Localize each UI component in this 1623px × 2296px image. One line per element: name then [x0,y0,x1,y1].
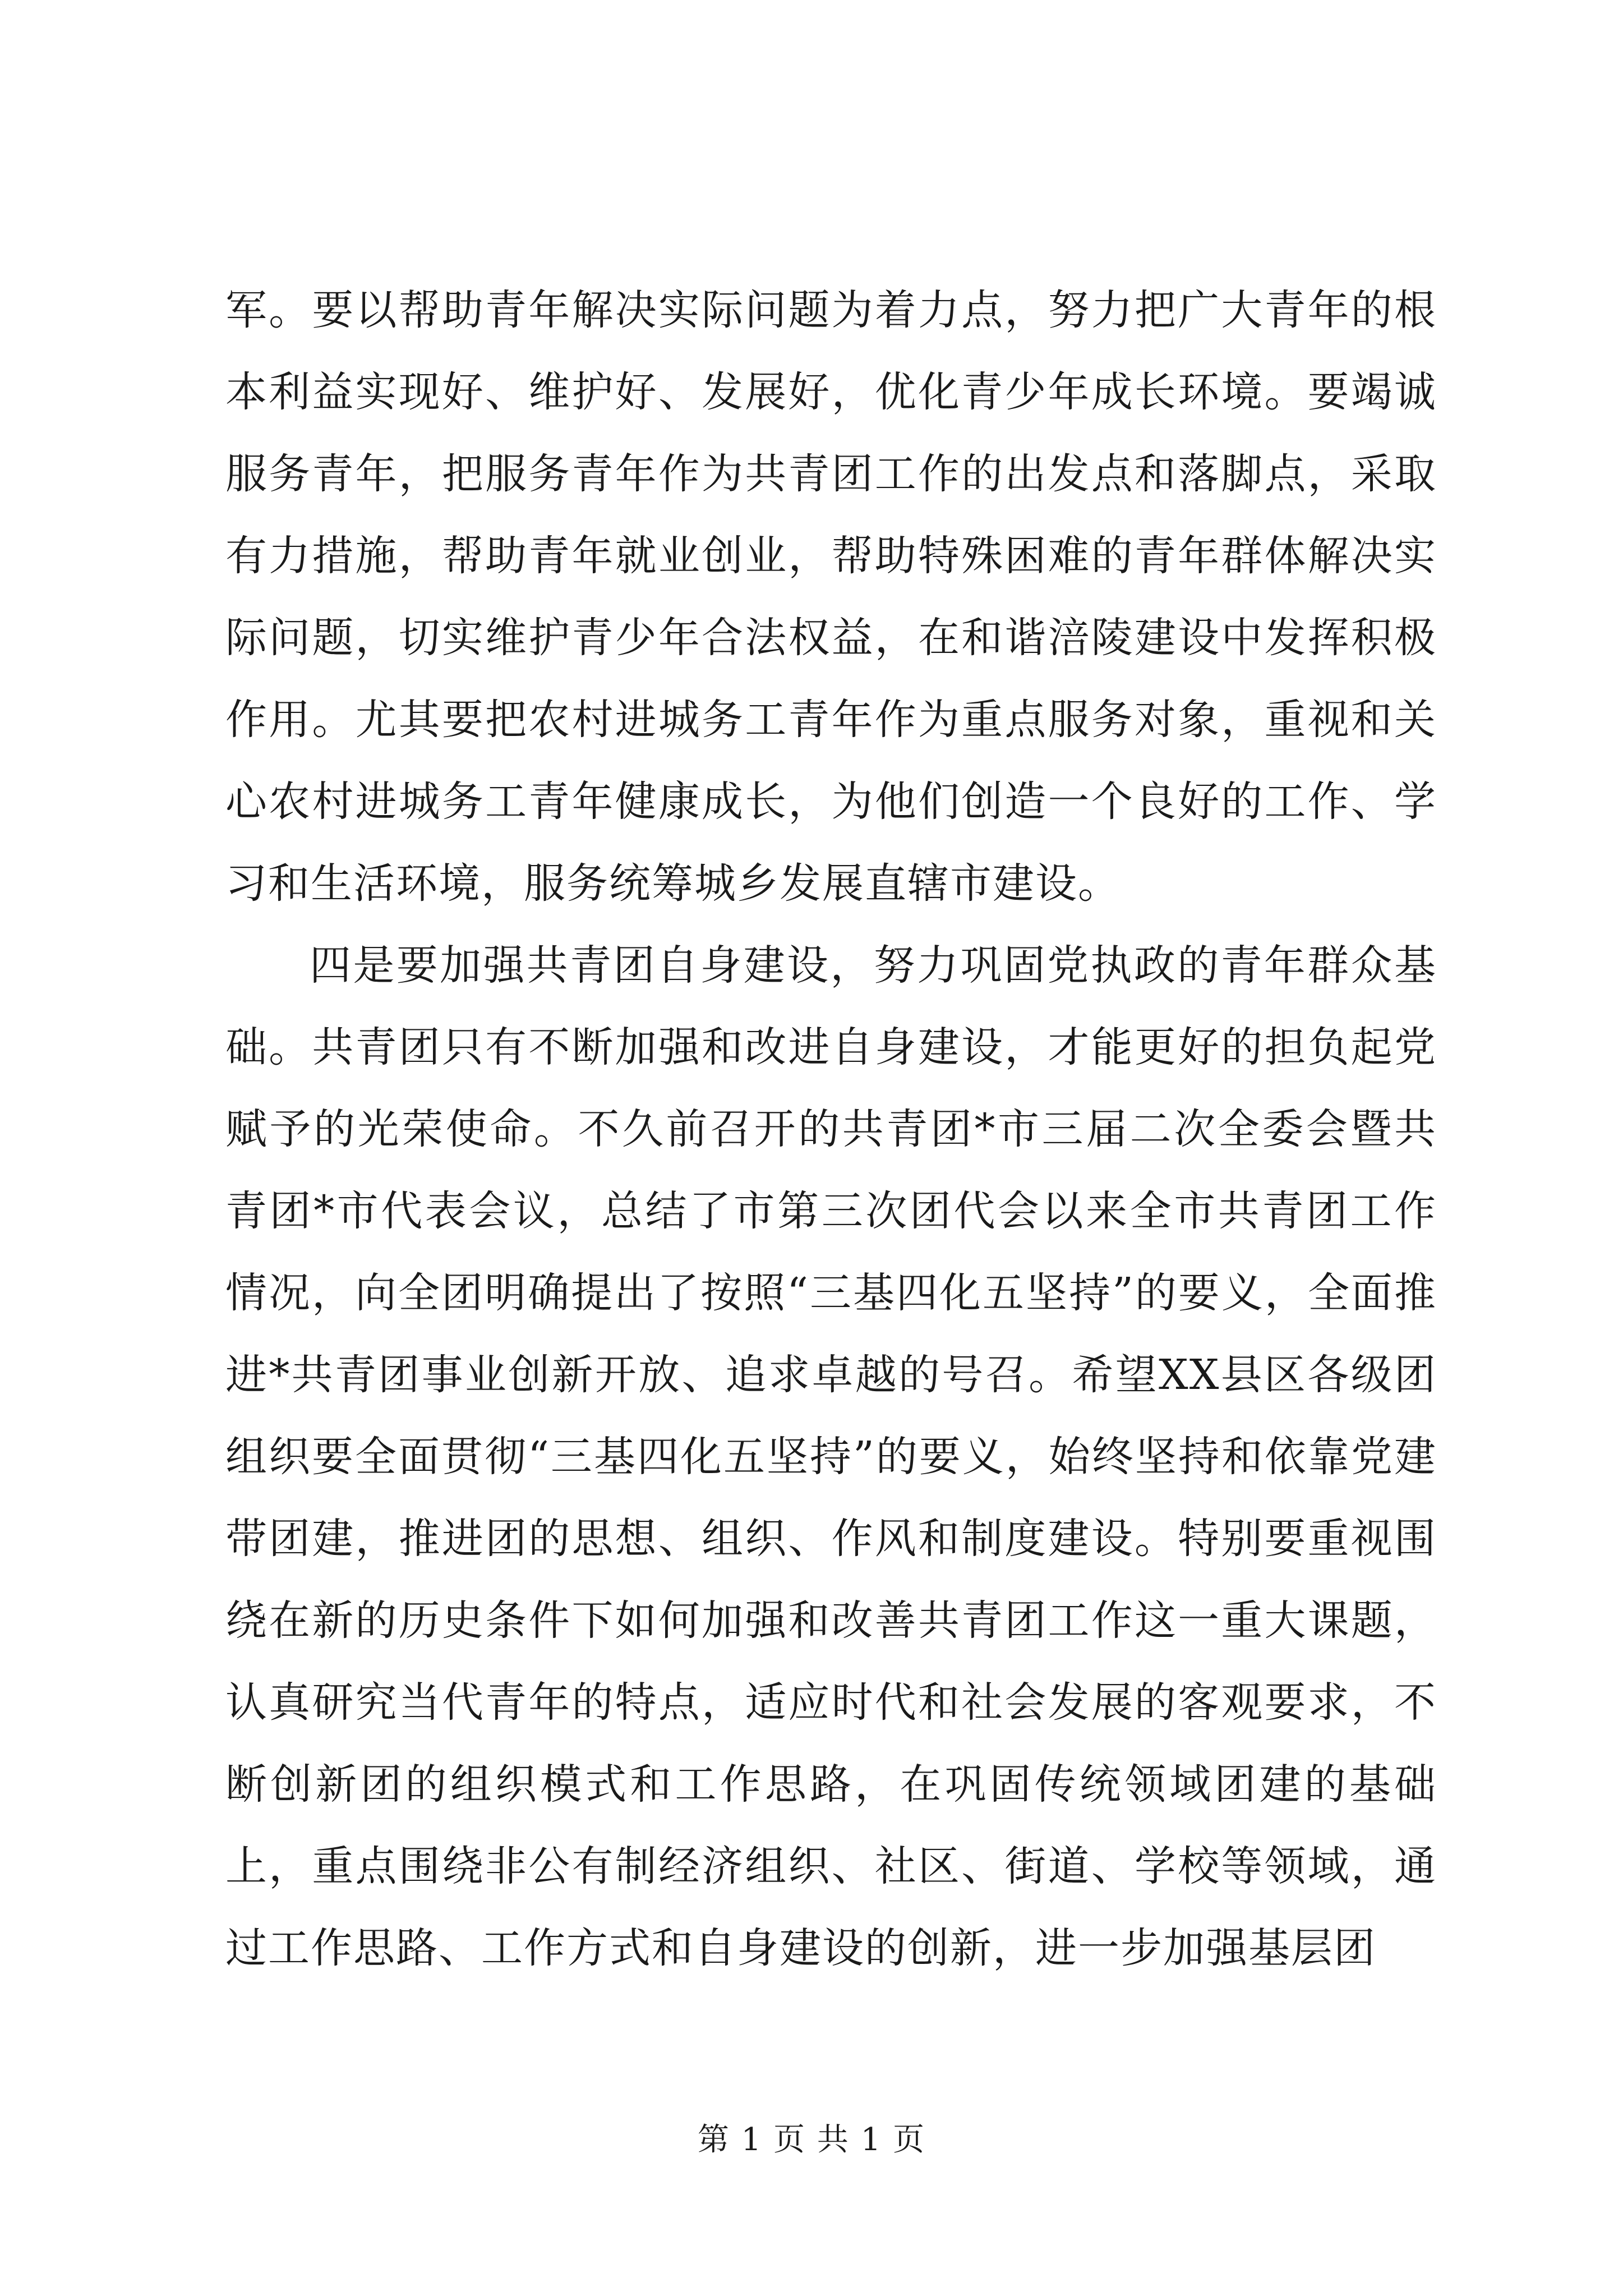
page-footer: 第 1 页 共 1 页 [697,2122,926,2158]
document-body [225,269,1437,1989]
paragraph-continuation: 军。要以帮助青年解决实际问题为着力点，努力把广大青年的根本利益实现好、维护好、发展好，优化青少年成长环境。要竭诚服务青年，把服务青年作为共青团工作的出发点和落脚点，采取有力措施，帮助青年就业创业，帮助特殊困难的青年群体解决实际问题，切实维护青少年合法权益，在和谐涪陵建设中发挥积极作用。尤其要把农村进城务工青年作为重点服务对象，重视和关心农村进城务工青年健康成长，为他们创造一个良好的工作、学习和生活环境，服务统筹城乡发展直辖市建设。 [225,286,1437,908]
paragraph-point-four: 四是要加强共青团自身建设，努力巩固党执政的青年群众基础。共青团只有不断加强和改进自身建设，才能更好的担负起党赋予的光荣使命。不久前召开的共青团*市三届二次全委会暨共青团*市代表会议，总结了市第三次团代会以来全市共青团工作情况，向全团明确提出了按照“三基四化五坚持”的要义，全面推进*共青团事业创新开放、追求卓越的号召。希望XX县区各级团组织要全面贯彻“三基四化五坚持”的要义，始终坚持和依靠党建带团建，推进团的思想、组织、作风和制度建设。特别要重视围绕在新的历史条件下如何加强和改善共青团工作这一重大课题，认真研究当代青年的特点，适应时代和社会发展的客观要求，不断创新团的组织模式和工作思路，在巩固传统领域团建的基础上，重点围绕非公有制经济组织、社区、街道、学校等领域，通过工作思路、工作方式和自身建设的创新，进一步加强基层团 [225,941,1437,1972]
